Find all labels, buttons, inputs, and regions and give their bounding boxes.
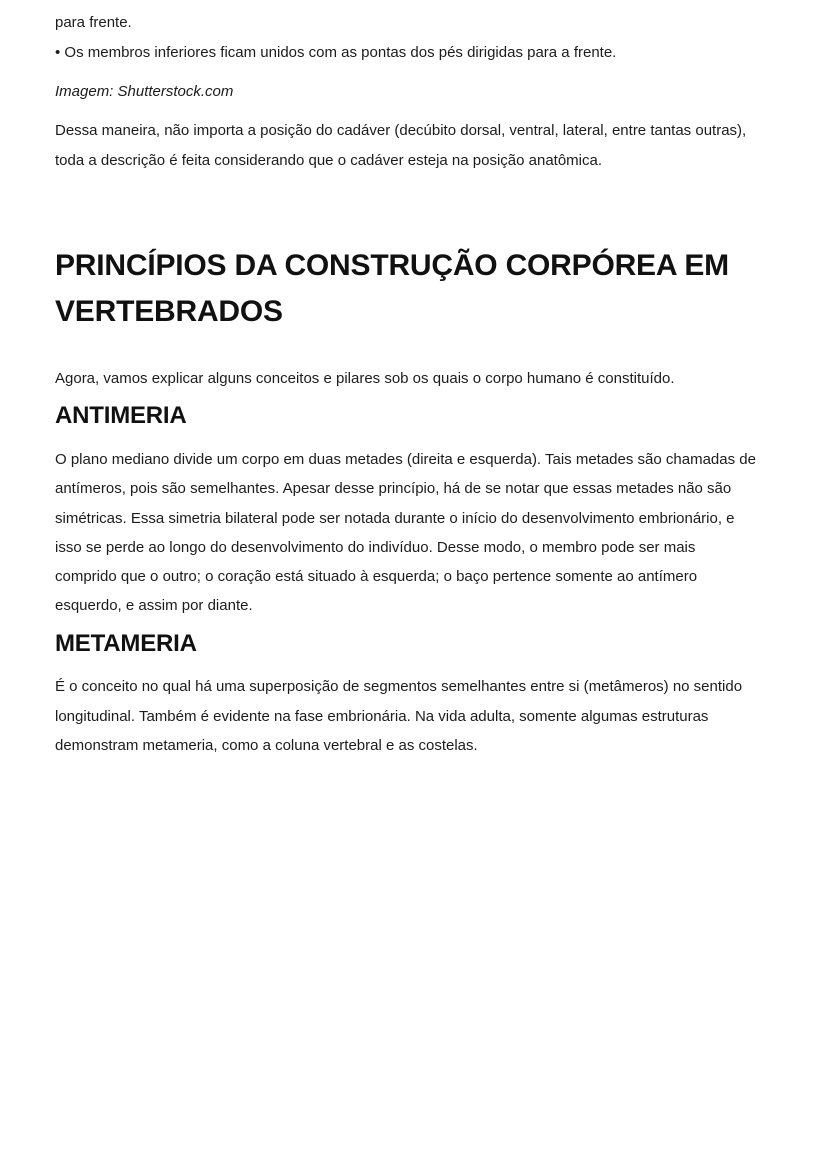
paragraph-line: O plano mediano divide um corpo em duas metades (direita e esquerda). Tais metades são chamadas de: [55, 451, 756, 468]
paragraph-line: É o conceito no qual há uma superposição de segmentos semelhantes entre si (metâmeros) no sentido: [55, 678, 743, 695]
antimeria-heading: ANTIMERIA: [55, 402, 187, 429]
image-caption: Imagem: Shutterstock.com: [55, 83, 234, 100]
paragraph-line: demonstram metameria, como a coluna vertebral e as costelas.: [55, 737, 478, 754]
section-intro: Agora, vamos explicar alguns conceitos e pilares sob os quais o corpo humano é constituído.: [55, 370, 675, 387]
paragraph-line: comprido que o outro; o coração está situado à esquerda; o baço pertence somente ao antímero: [55, 568, 698, 585]
paragraph-line: toda a descrição é feita considerando que o cadáver esteja na posição anatômica.: [55, 152, 603, 169]
paragraph-line: esquerdo, e assim por diante.: [55, 597, 253, 614]
paragraph-line: antímeros, pois são semelhantes. Apesar desse princípio, há de se notar que essas metades não são: [55, 480, 732, 497]
paragraph-line: simétricas. Essa simetria bilateral pode ser notada durante o início do desenvolvimento embrionário, e: [55, 510, 735, 527]
paragraph-line: Dessa maneira, não importa a posição do cadáver (decúbito dorsal, ventral, lateral, entre tantas outras),: [55, 122, 747, 139]
metameria-heading: METAMERIA: [55, 630, 197, 657]
intro-text-line: para frente.: [55, 14, 132, 31]
section-title: VERTEBRADOS: [55, 295, 283, 328]
paragraph-line: isso se perde ao longo do desenvolvimento do indivíduo. Desse modo, o membro pode ser mais: [55, 539, 696, 556]
bullet-item: • Os membros inferiores ficam unidos com as pontas dos pés dirigidas para a frente.: [55, 44, 617, 61]
paragraph-line: longitudinal. Também é evidente na fase embrionária. Na vida adulta, somente algumas estruturas: [55, 708, 709, 725]
section-title: PRINCÍPIOS DA CONSTRUÇÃO CORPÓREA EM: [55, 249, 729, 282]
